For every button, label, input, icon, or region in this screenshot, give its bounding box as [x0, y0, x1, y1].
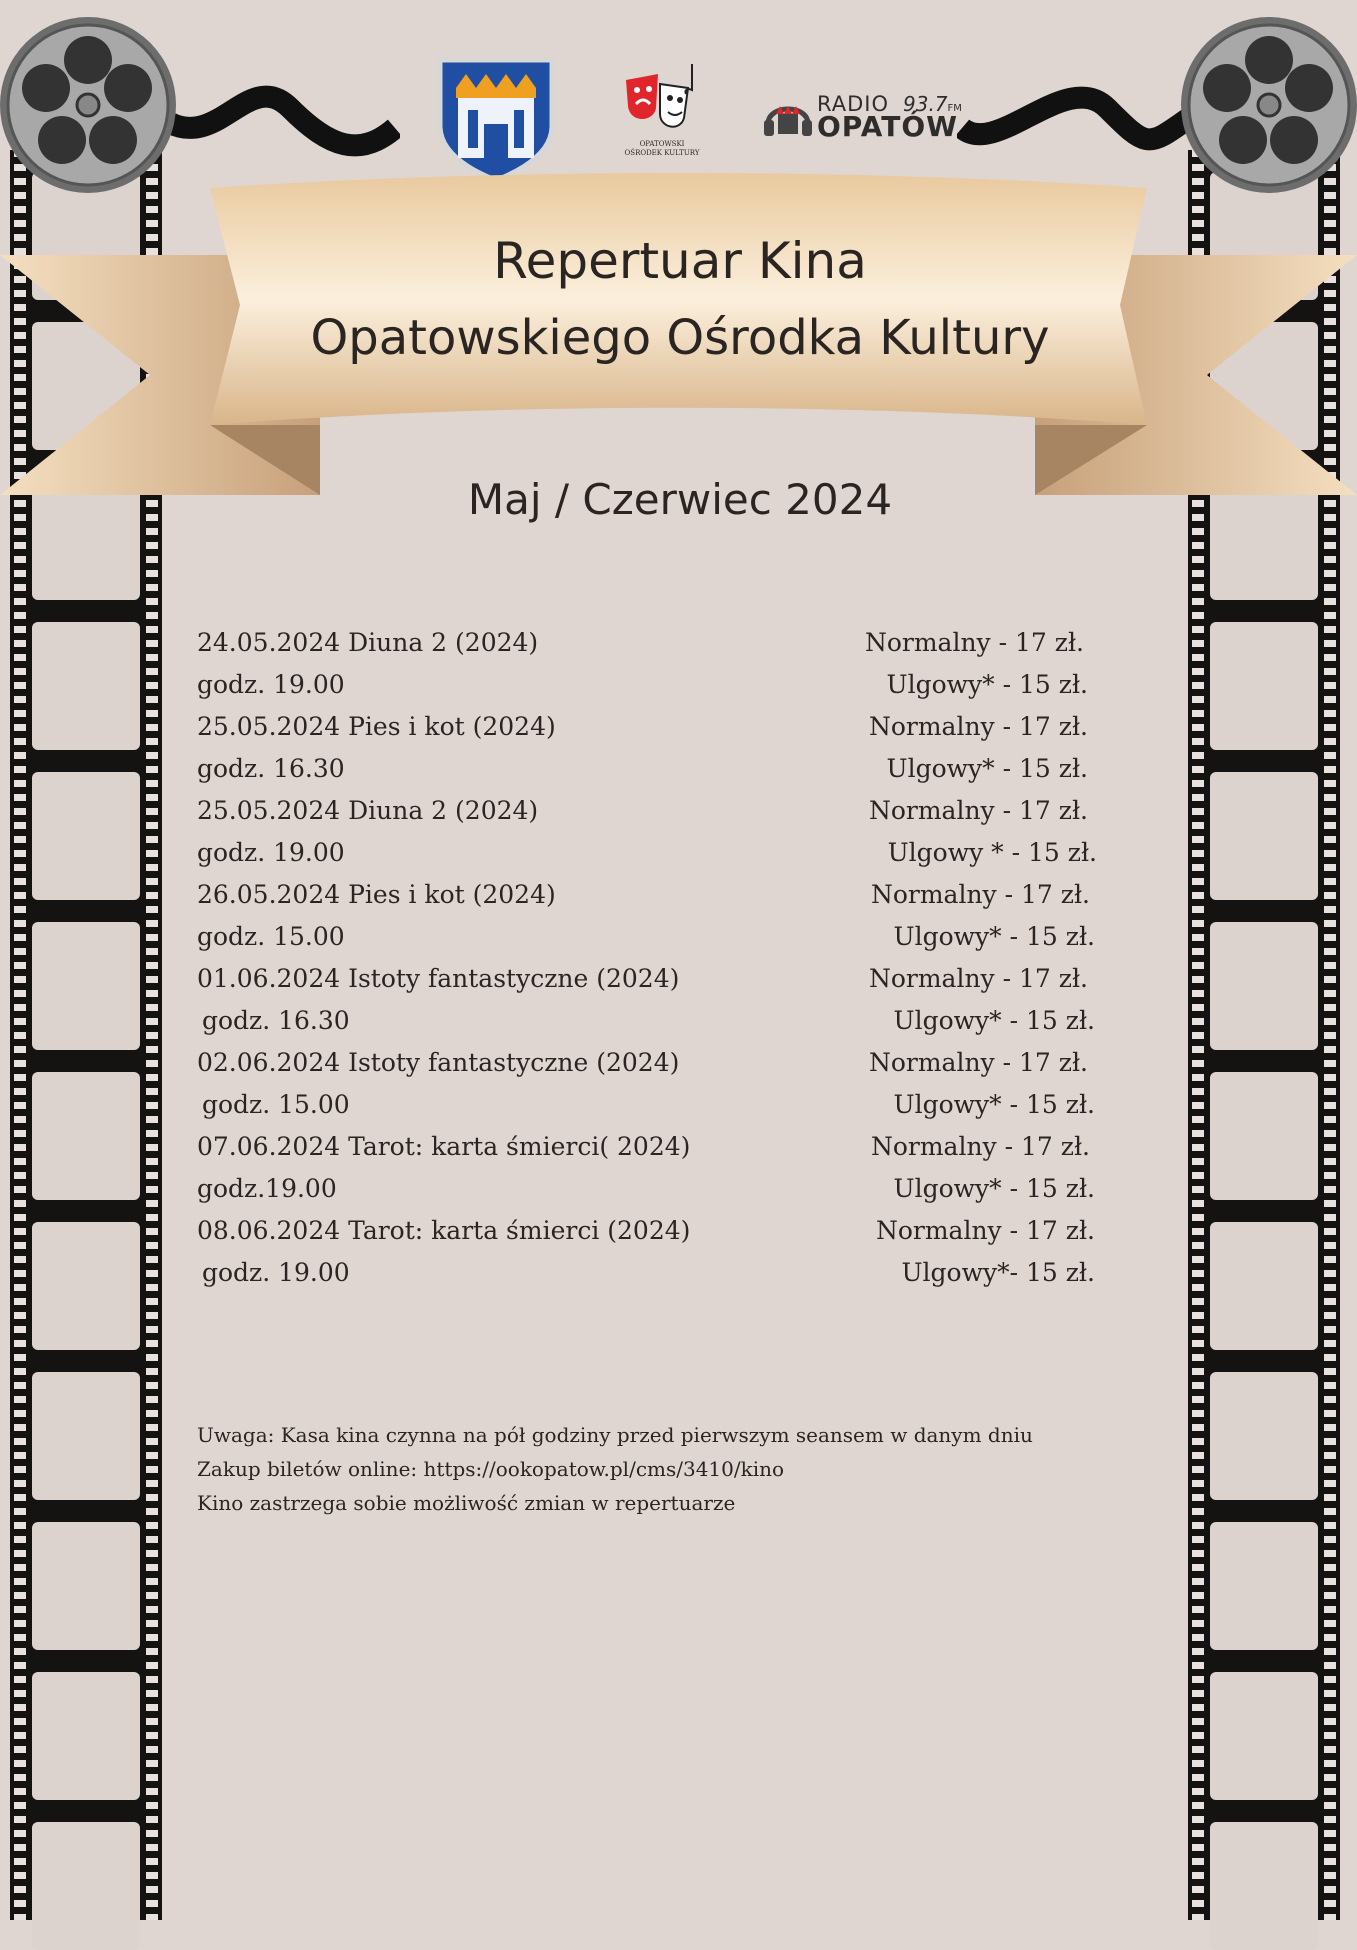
film-frame — [32, 1522, 140, 1650]
screening-row — [197, 1210, 1097, 1252]
price-normal: Normalny - 17 zł. — [870, 880, 1090, 909]
price-reduced: Ulgowy * - 15 zł. — [887, 838, 1097, 867]
screening-time: godz. 16.30 — [197, 754, 345, 783]
poster-title-line1: Repertuar Kina — [493, 232, 867, 290]
price-reduced: Ulgowy* - 15 zł. — [886, 670, 1088, 699]
screening-date-title: 01.06.2024 Istoty fantastyczne (2024) — [197, 964, 680, 993]
radio-logo — [817, 92, 962, 143]
screening-row — [197, 958, 1097, 1000]
screening-time: godz. 16.30 — [202, 1006, 350, 1035]
screening-row — [197, 916, 1097, 958]
screening-row — [197, 1042, 1097, 1084]
screening-time: godz. 19.00 — [197, 670, 345, 699]
price-reduced: Ulgowy* - 15 zł. — [893, 1174, 1095, 1203]
price-reduced: Ulgowy* - 15 zł. — [893, 1006, 1095, 1035]
film-frame — [1210, 1222, 1318, 1350]
screening-row — [197, 1252, 1097, 1294]
poster-title-line2: Opatowskiego Ośrodka Kultury — [310, 310, 1050, 366]
film-frame — [1210, 1372, 1318, 1500]
screening-time: godz. 19.00 — [202, 1258, 350, 1287]
screening-date-title: 25.05.2024 Pies i kot (2024) — [197, 712, 556, 741]
cultural-center-logo-text: OPATOWSKI OŚRODEK KULTURY — [624, 140, 700, 157]
screening-row — [197, 664, 1097, 706]
price-normal: Normalny - 17 zł. — [868, 796, 1088, 825]
film-frame — [32, 622, 140, 750]
screening-schedule — [197, 622, 1097, 1294]
radio-city: OPATÓW — [817, 110, 959, 143]
screening-row — [197, 832, 1097, 874]
price-reduced: Ulgowy* - 15 zł. — [886, 754, 1088, 783]
film-frame — [1210, 1822, 1318, 1950]
screening-row — [197, 874, 1097, 916]
screening-row — [197, 1000, 1097, 1042]
screening-time: godz. 15.00 — [202, 1090, 350, 1119]
screening-date-title: 26.05.2024 Pies i kot (2024) — [197, 880, 556, 909]
screening-date-title: 07.06.2024 Tarot: karta śmierci( 2024) — [197, 1132, 691, 1161]
price-reduced: Ulgowy*- 15 zł. — [901, 1258, 1095, 1287]
screening-date-title: 25.05.2024 Diuna 2 (2024) — [197, 796, 539, 825]
coat-of-arms-icon — [434, 54, 558, 184]
screening-date-title: 24.05.2024 Diuna 2 (2024) — [197, 628, 539, 657]
theatre-masks-icon — [622, 60, 702, 140]
price-reduced: Ulgowy* - 15 zł. — [893, 922, 1095, 951]
film-frame — [1210, 772, 1318, 900]
price-normal: Normalny - 17 zł. — [864, 628, 1084, 657]
screening-time: godz.19.00 — [197, 1174, 337, 1203]
cashier-note: Uwaga: Kasa kina czynna na pół godziny przed pierwszym seansem w danym dniu — [197, 1423, 1033, 1447]
film-frame — [32, 1372, 140, 1500]
screening-row — [197, 748, 1097, 790]
radio-logo-icon — [762, 90, 814, 142]
price-normal: Normalny - 17 zł. — [870, 1132, 1090, 1161]
screening-row — [197, 1126, 1097, 1168]
film-frame — [32, 1672, 140, 1800]
screening-row — [197, 622, 1097, 664]
screening-time: godz. 19.00 — [197, 838, 345, 867]
film-frame — [32, 1222, 140, 1350]
screening-row — [197, 1084, 1097, 1126]
screening-row — [197, 706, 1097, 748]
radio-band: FM — [947, 103, 962, 114]
screening-time: godz. 15.00 — [197, 922, 345, 951]
film-frame — [1210, 1072, 1318, 1200]
changes-disclaimer: Kino zastrzega sobie możliwość zmian w repertuarze — [197, 1491, 736, 1515]
film-frame — [1210, 922, 1318, 1050]
screening-row — [197, 1168, 1097, 1210]
film-frame — [1210, 622, 1318, 750]
screening-date-title: 08.06.2024 Tarot: karta śmierci (2024) — [197, 1216, 691, 1245]
radio-frequency: 93.7 — [903, 92, 948, 116]
notes-section — [197, 1418, 1033, 1520]
screening-row — [197, 790, 1097, 832]
film-frame — [32, 922, 140, 1050]
film-frame — [1210, 1522, 1318, 1650]
screening-date-title: 02.06.2024 Istoty fantastyczne (2024) — [197, 1048, 680, 1077]
price-normal: Normalny - 17 zł. — [875, 1216, 1095, 1245]
price-reduced: Ulgowy* - 15 zł. — [893, 1090, 1095, 1119]
film-frame — [32, 772, 140, 900]
price-normal: Normalny - 17 zł. — [868, 712, 1088, 741]
radio-name: RADIO — [817, 92, 889, 116]
film-frame — [32, 1072, 140, 1200]
price-normal: Normalny - 17 zł. — [868, 964, 1088, 993]
price-normal: Normalny - 17 zł. — [868, 1048, 1088, 1077]
online-tickets-note: Zakup biletów online: https://ookopatow.pl/cms/3410/kino — [197, 1457, 785, 1481]
film-frame — [1210, 1672, 1318, 1800]
period-subtitle: Maj / Czerwiec 2024 — [467, 475, 893, 524]
film-frame — [32, 1822, 140, 1950]
